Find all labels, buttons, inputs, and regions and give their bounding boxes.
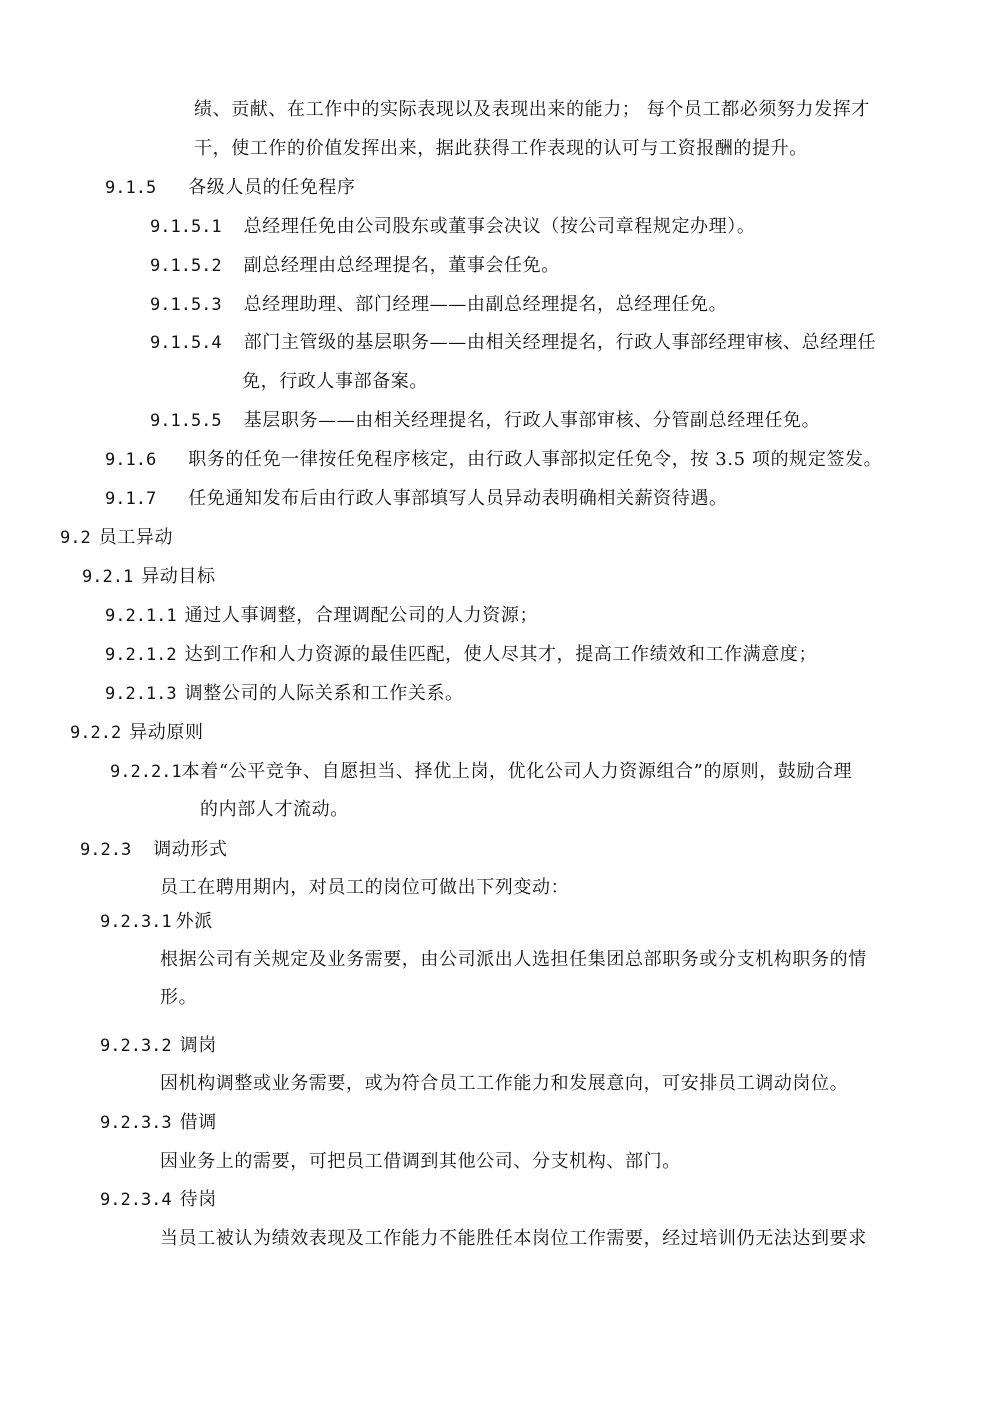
section-text: 任免通知发布后由行政人事部填写人员异动表明确相关薪资待遇。: [188, 488, 728, 509]
section-heading: [105, 448, 882, 472]
item-number: 9.1.5.4: [150, 333, 222, 353]
item-number: 9.1.5.2: [150, 256, 222, 276]
list-item: [150, 293, 727, 317]
item-number: 9.2.3.4: [100, 1190, 172, 1210]
section-heading: [105, 487, 728, 511]
list-item: [150, 254, 560, 278]
item-text: 总经理助理、部门经理——由副总经理提名，总经理任免。: [243, 294, 728, 315]
section-heading: [82, 565, 216, 589]
section-heading: [105, 176, 356, 200]
section-title: 异动原则: [129, 722, 204, 743]
item-text: 副总经理由总经理提名，董事会任免。: [243, 255, 560, 276]
list-item: [105, 604, 538, 628]
section-heading: [80, 838, 228, 862]
chapter-number: 9.2: [60, 528, 91, 548]
item-number: 9.2.1.2: [105, 645, 177, 665]
item-text: 通过人事调整，合理调配公司的人力资源；: [184, 605, 539, 626]
subsection-heading: [100, 1034, 217, 1058]
item-text: 因机构调整或业务需要，或为符合员工工作能力和发展意向，可安排员工调动岗位。: [160, 1073, 849, 1094]
section-title: 调动形式: [153, 839, 228, 860]
item-title: 调岗: [179, 1035, 217, 1056]
chapter-heading: [60, 526, 173, 550]
list-item: [110, 760, 852, 784]
section-number: 9.1.6: [105, 450, 157, 470]
list-item: [105, 682, 464, 706]
item-number: 9.2.1.1: [105, 606, 177, 626]
item-number: 9.1.5.1: [150, 217, 222, 237]
item-title: 待岗: [179, 1189, 217, 1210]
section-number: 9.1.5: [105, 178, 157, 198]
item-text: 根据公司有关规定及业务需要，由公司派出人选担任集团总部职务或分支机构职务的情: [160, 949, 867, 970]
paragraph-line: 干，使工作的价值发挥出来，据此获得工作表现的认可与工资报酬的提升。: [194, 138, 808, 159]
subsection-heading: [100, 1188, 217, 1212]
section-title: 各级人员的任免程序: [188, 177, 356, 198]
item-number: 9.1.5.5: [150, 411, 222, 431]
item-text: 基层职务——由相关经理提名，行政人事部审核、分管副总经理任免。: [243, 410, 821, 431]
item-number: 9.2.2.1: [110, 762, 182, 782]
item-number: 9.2.3.2: [100, 1036, 172, 1056]
list-item: [150, 331, 876, 355]
item-text: 部门主管级的基层职务——由相关经理提名，行政人事部经理审核、总经理任: [243, 332, 877, 353]
item-text: 调整公司的人际关系和工作关系。: [184, 683, 464, 704]
section-number: 9.2.1: [82, 567, 134, 587]
item-text-continued: 的内部人才流动。: [200, 799, 349, 820]
item-text: 达到工作和人力资源的最佳匹配，使人尽其才，提高工作绩效和工作满意度；: [184, 644, 818, 665]
item-text: 当员工被认为绩效表现及工作能力不能胜任本岗位工作需要，经过培训仍无法达到要求: [160, 1228, 867, 1249]
section-number: 9.2.3: [80, 840, 132, 860]
section-intro: 员工在聘用期内，对员工的岗位可做出下列变动：: [160, 877, 570, 898]
section-number: 9.1.7: [105, 489, 157, 509]
item-title: 借调: [179, 1112, 217, 1133]
list-item: [150, 215, 755, 239]
section-number: 9.2.2: [70, 723, 122, 743]
section-text: 职务的任免一律按任免程序核定，由行政人事部拟定任免令，按 3.5 项的规定签发。: [188, 449, 883, 470]
section-title: 异动目标: [141, 566, 216, 587]
item-text: 总经理任免由公司股东或董事会决议（按公司章程规定办理）。: [243, 216, 756, 237]
item-text-continued: 形。: [160, 987, 198, 1008]
chapter-title: 员工异动: [98, 527, 174, 548]
subsection-heading: [100, 1111, 217, 1135]
item-number: 9.2.1.3: [105, 684, 177, 704]
item-number: 9.2.3.1: [100, 912, 172, 932]
item-number: 9.2.3.3: [100, 1113, 172, 1133]
item-text: 因业务上的需要，可把员工借调到其他公司、分支机构、部门。: [160, 1151, 681, 1172]
subsection-heading: [100, 910, 213, 934]
section-heading: [70, 721, 204, 745]
item-title: 外派: [175, 911, 213, 932]
list-item: [105, 643, 817, 667]
item-text-continued: 免，行政人事部备案。: [242, 371, 428, 392]
item-number: 9.1.5.3: [150, 295, 222, 315]
paragraph-line: 绩、贡献、在工作中的实际表现以及表现出来的能力； 每个员工都必须努力发挥才: [194, 99, 870, 120]
item-text: 本着“公平竞争、自愿担当、择优上岗，优化公司人力资源组合”的原则，鼓励合理: [181, 761, 853, 782]
list-item: [150, 409, 820, 433]
